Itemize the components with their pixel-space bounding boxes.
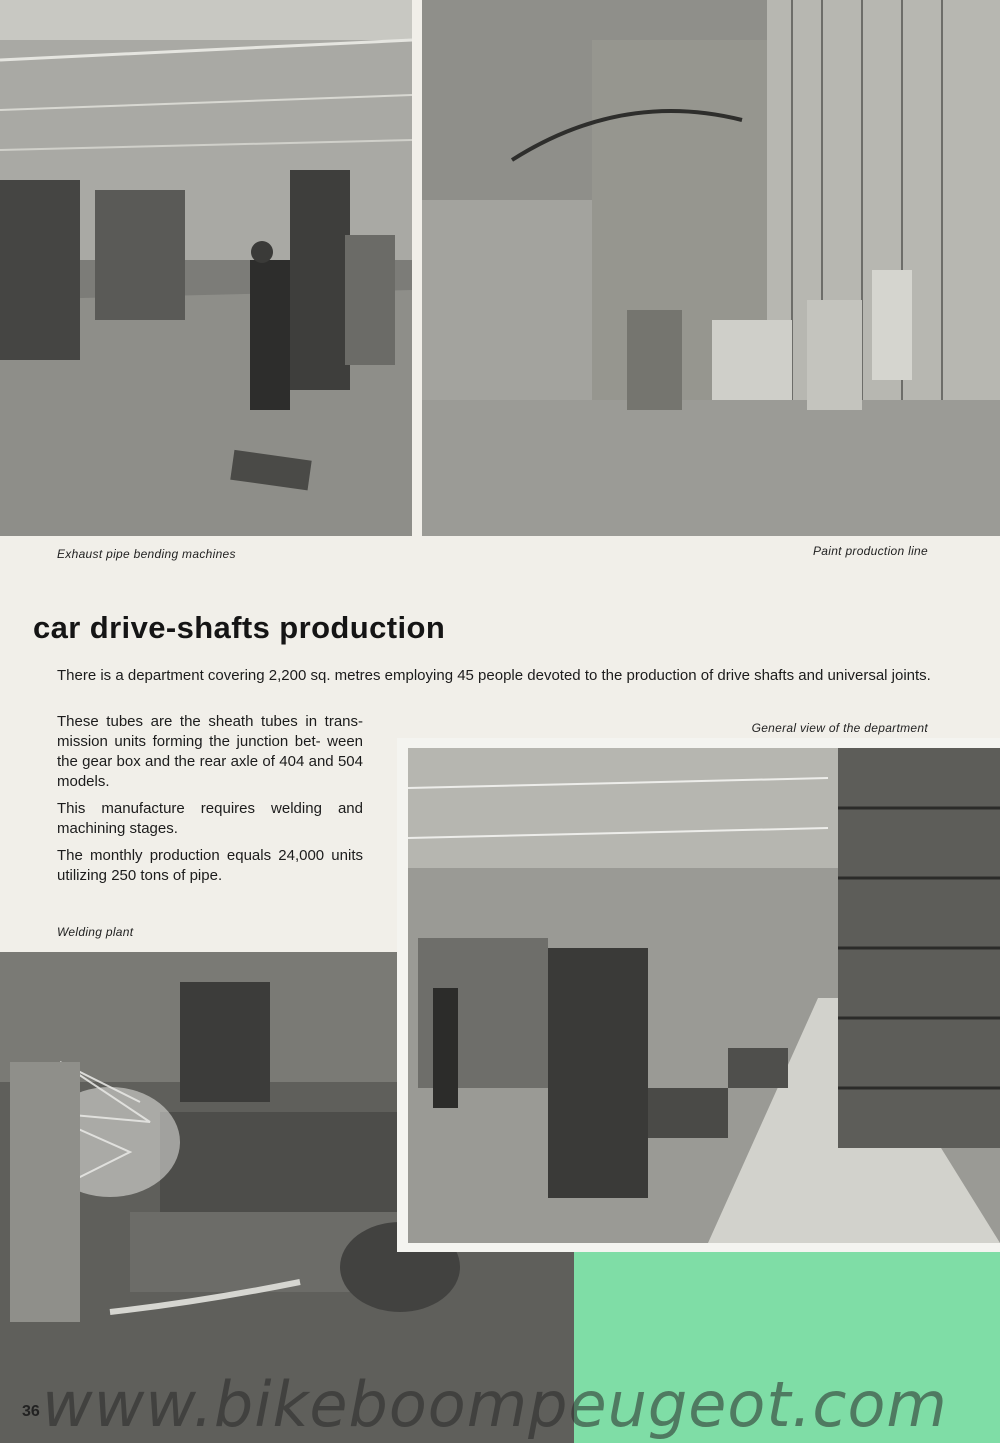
- article-paragraph-1: These tubes are the sheath tubes in trans- mission units forming the junction bet- ween the gear box and the rear axle of 404 and 504 models.: [57, 713, 363, 790]
- article-paragraph-3: The monthly production equals 24,000 units utilizing 250 tons of pipe.: [57, 847, 363, 884]
- photo-general-view-department: [397, 738, 1000, 1252]
- exhaust-photo-illustration: [0, 0, 412, 536]
- department-photo-frame: [408, 748, 1000, 1243]
- photo-paint-production-line: [422, 0, 1000, 536]
- caption-general-view: General view of the department: [751, 721, 928, 735]
- photo-exhaust-pipe-bending: [0, 0, 412, 536]
- paint-photo-illustration: [422, 0, 1000, 536]
- article-title: car drive-shafts production: [33, 610, 446, 645]
- department-photo-illustration: [408, 748, 1000, 1243]
- page-number: 36: [22, 1403, 40, 1420]
- article-paragraph-2: This manufacture requires welding and machining stages.: [57, 800, 363, 837]
- caption-welding-plant: Welding plant: [57, 925, 134, 939]
- caption-exhaust-pipe-bending: Exhaust pipe bending machines: [57, 547, 236, 561]
- article-intro: There is a department covering 2,200 sq. metres employing 45 people devoted to the production of drive shafts and universal joints.: [57, 667, 931, 684]
- caption-paint-production-line: Paint production line: [812, 544, 928, 558]
- watermark-text: www.bikeboompeugeot.com: [42, 1368, 948, 1441]
